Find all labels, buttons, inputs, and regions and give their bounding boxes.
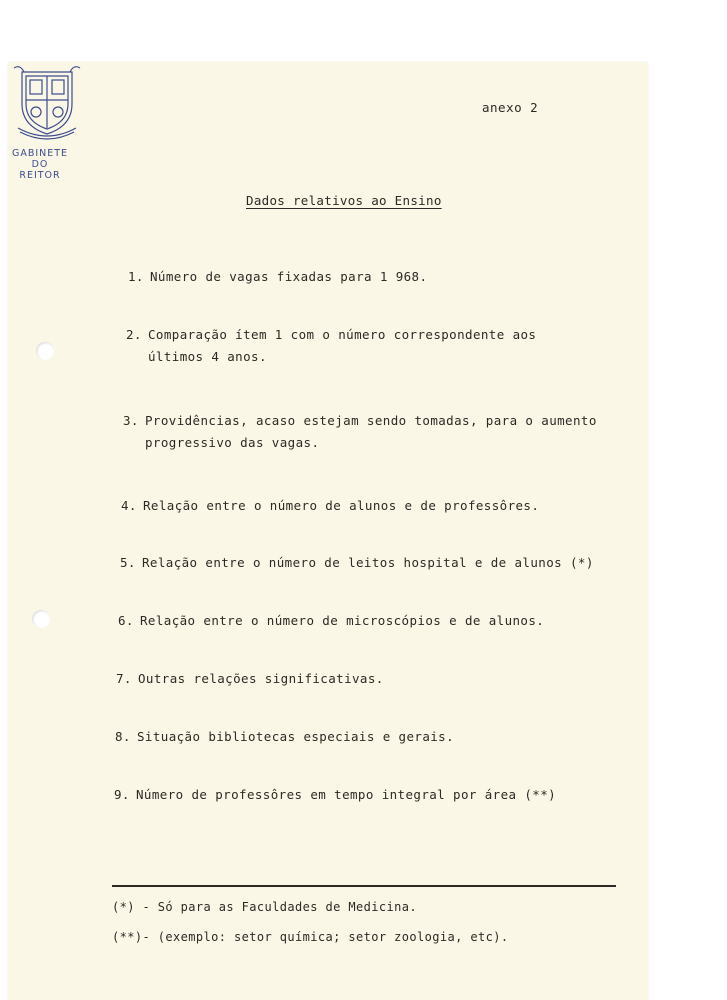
item-text: Situação bibliotecas especiais e gerais. bbox=[137, 729, 455, 744]
item-number: 3. bbox=[123, 413, 139, 428]
list-item-2 bbox=[126, 324, 536, 368]
punch-hole-top bbox=[36, 342, 54, 360]
list-item-8 bbox=[115, 726, 454, 748]
item-text: Outras relações significativas. bbox=[138, 671, 384, 686]
item-number: 2. bbox=[126, 327, 142, 342]
item-text-continued: últimos 4 anos. bbox=[148, 349, 267, 364]
item-number: 1. bbox=[128, 269, 144, 284]
list-item-7 bbox=[116, 668, 384, 690]
item-text: Comparação ítem 1 com o número correspondente aos bbox=[148, 327, 537, 342]
office-label bbox=[8, 148, 72, 181]
item-number: 6. bbox=[118, 613, 134, 628]
footnote-divider bbox=[112, 885, 616, 887]
item-number: 9. bbox=[114, 787, 130, 802]
item-text: Relação entre o número de alunos e de professôres. bbox=[143, 498, 540, 513]
annex-label: anexo 2 bbox=[482, 100, 539, 115]
list-item-4 bbox=[121, 495, 539, 517]
document-title: Dados relativos ao Ensino bbox=[246, 193, 442, 208]
footnote-2: (**)- (exemplo: setor química; setor zoologia, etc). bbox=[112, 930, 509, 944]
list-item-5 bbox=[120, 552, 594, 574]
item-text: Relação entre o número de leitos hospital e de alunos (*) bbox=[142, 555, 594, 570]
punch-hole-bottom bbox=[32, 610, 50, 628]
list-item-3 bbox=[123, 410, 597, 454]
university-seal-icon bbox=[12, 64, 82, 142]
item-text: Número de professôres em tempo integral por área (**) bbox=[136, 787, 557, 802]
office-line-3: REITOR bbox=[19, 170, 61, 181]
item-number: 5. bbox=[120, 555, 136, 570]
item-text-continued: progressivo das vagas. bbox=[145, 435, 320, 450]
office-line-2: DO bbox=[31, 159, 49, 170]
office-line-1: GABINETE bbox=[11, 148, 69, 159]
item-number: 7. bbox=[116, 671, 132, 686]
list-item-1 bbox=[128, 266, 427, 288]
item-text: Relação entre o número de microscópios e de alunos. bbox=[140, 613, 545, 628]
item-number: 8. bbox=[115, 729, 131, 744]
item-text: Número de vagas fixadas para 1 968. bbox=[150, 269, 428, 284]
list-item-9 bbox=[114, 784, 556, 806]
footnote-1: (*) - Só para as Faculdades de Medicina. bbox=[112, 900, 417, 914]
item-text: Providências, acaso estejam sendo tomadas, para o aumento bbox=[145, 413, 597, 428]
list-item-6 bbox=[118, 610, 544, 632]
item-number: 4. bbox=[121, 498, 137, 513]
document-page bbox=[8, 62, 648, 1000]
